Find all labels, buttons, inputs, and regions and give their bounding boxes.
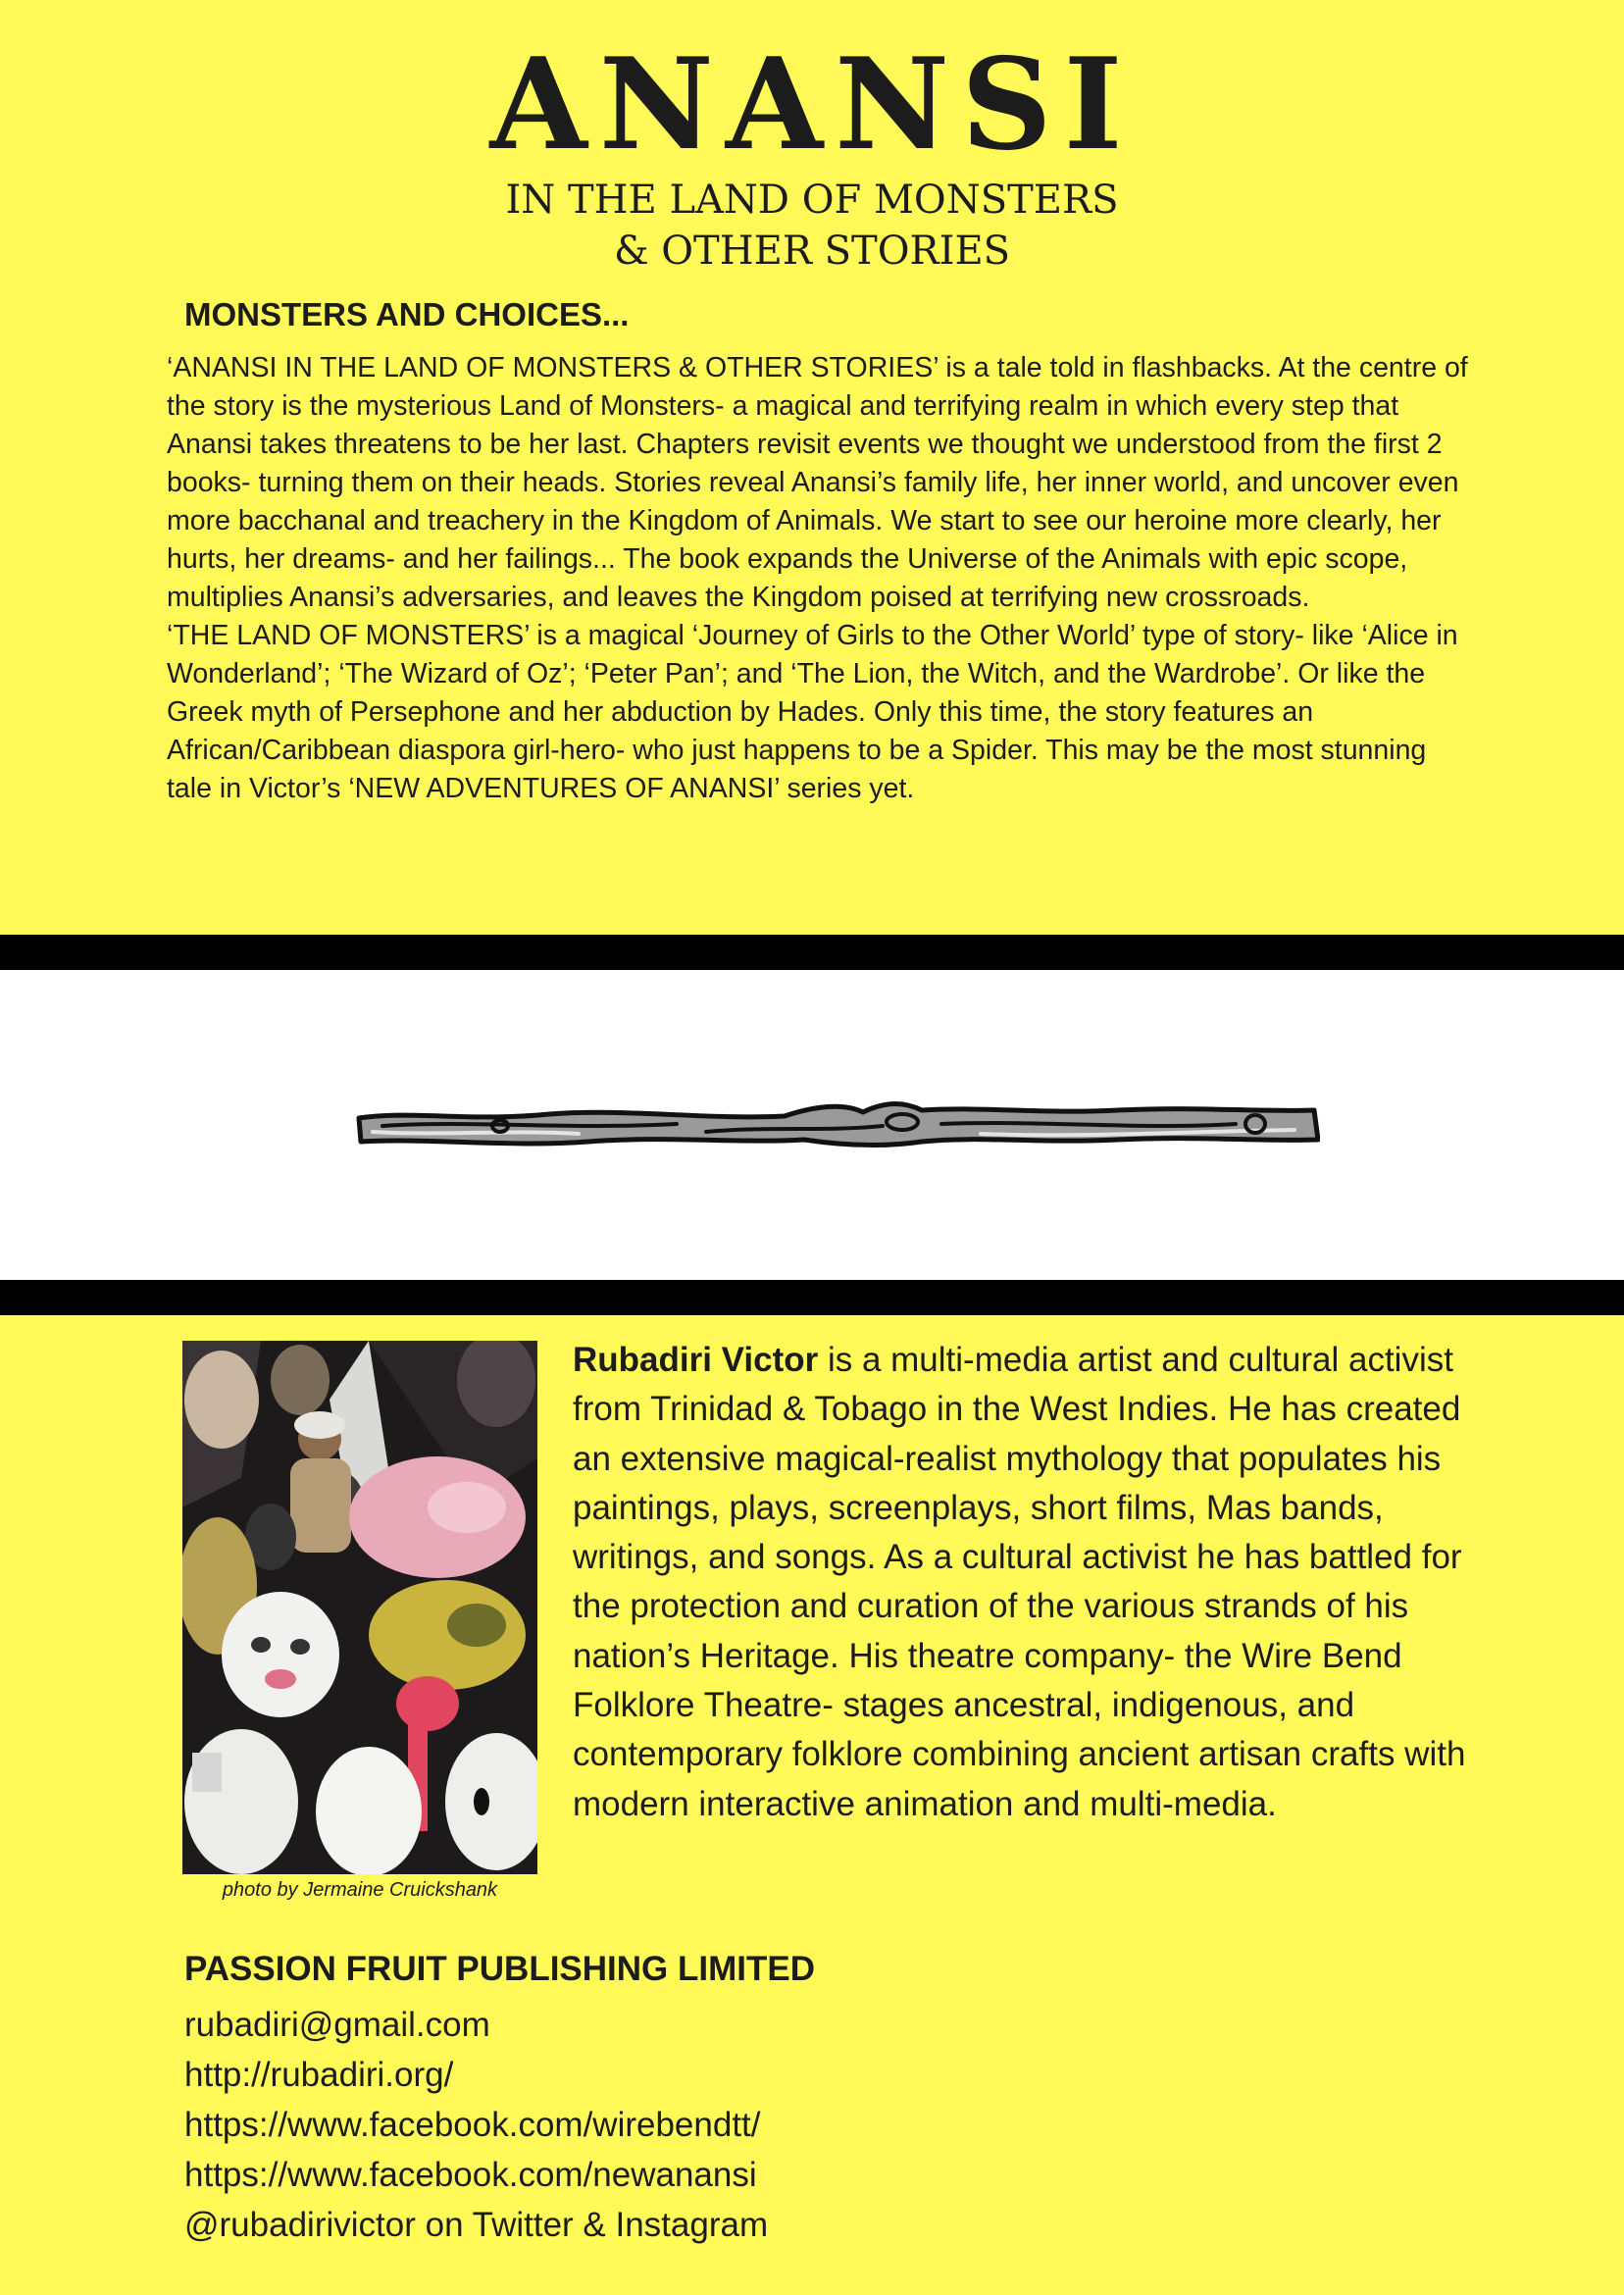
publisher-name: PASSION FRUIT PUBLISHING LIMITED <box>184 1950 815 1988</box>
contact-facebook-newanansi[interactable]: https://www.facebook.com/newanansi <box>184 2156 757 2194</box>
photo-caption: photo by Jermaine Cruickshank <box>222 1879 498 1901</box>
book-title: ANANSI <box>489 31 1135 178</box>
wooden-stick-illustration-icon <box>353 1096 1320 1155</box>
author-photo-illustration <box>182 1341 537 1874</box>
synopsis-paragraph-2: ‘THE LAND OF MONSTERS’ is a magical ‘Journey of Girls to the Other World’ type of story- like ‘Alice in Wonderland’; ‘The Wizard of Oz’; ‘Peter Pan’; and ‘The Lion, the Witch, and the Wardrobe’. Or like the Greek myth of Persephone and her abduction by Hades. Only this time, the story features an African/Caribbean diaspora girl-hero- who just happens to be a Spider. This may be the most stunning tale in Victor’s ‘NEW ADVENTURES OF ANANSI’ series yet. <box>167 620 1458 804</box>
author-name: Rubadiri Victor <box>573 1341 819 1379</box>
black-divider-band-bottom <box>0 1280 1624 1315</box>
synopsis-heading: MONSTERS AND CHOICES... <box>184 296 630 332</box>
contact-social-handle: @rubadirivictor on Twitter & Instagram <box>184 2206 769 2244</box>
subtitle-line-1: IN THE LAND OF MONSTERS <box>505 178 1119 223</box>
black-divider-band-top <box>0 935 1624 970</box>
author-bio-text: is a multi-media artist and cultural activist from Trinidad & Tobago in the West Indies. He has created an extensive magical-realist mythology that populates his paintings, plays, screenplays, short films, Mas bands, writings, and songs. As a cultural activist he has battled for the protection and curation of the various strands of his nation’s Heritage. His theatre company- the Wire Bend Folklore Theatre- stages ancestral, indigenous, and contemporary folklore combining ancient artisan crafts with modern interactive animation and multi-media. <box>573 1341 1466 1823</box>
synopsis-text <box>167 349 1471 808</box>
synopsis-paragraph-1: ‘ANANSI IN THE LAND OF MONSTERS & OTHER STORIES’ is a tale told in flashbacks. At the centre of the story is the mysterious Land of Monsters- a magical and terrifying realm in which every step that Anansi takes threatens to be her last. Chapters revisit events we thought we understood from the first 2 books- turning them on their heads. Stories reveal Anansi’s family life, her inner world, and uncover even more bacchanal and treachery in the Kingdom of Animals. We start to see our heroine more clearly, her hurts, her dreams- and her failings... The book expands the Universe of the Animals with epic scope, multiplies Anansi’s adversaries, and leaves the Kingdom poised at terrifying new crossroads. <box>167 352 1468 613</box>
contact-facebook-wirebend[interactable]: https://www.facebook.com/wirebendtt/ <box>184 2106 761 2144</box>
book-subtitle <box>0 175 1624 277</box>
author-bio <box>573 1336 1495 1829</box>
subtitle-line-2: & OTHER STORIES <box>613 229 1011 274</box>
contact-email[interactable]: rubadiri@gmail.com <box>184 2006 490 2044</box>
author-photo <box>182 1341 537 1874</box>
contact-website[interactable]: http://rubadiri.org/ <box>184 2056 454 2094</box>
contact-list <box>184 2000 768 2250</box>
